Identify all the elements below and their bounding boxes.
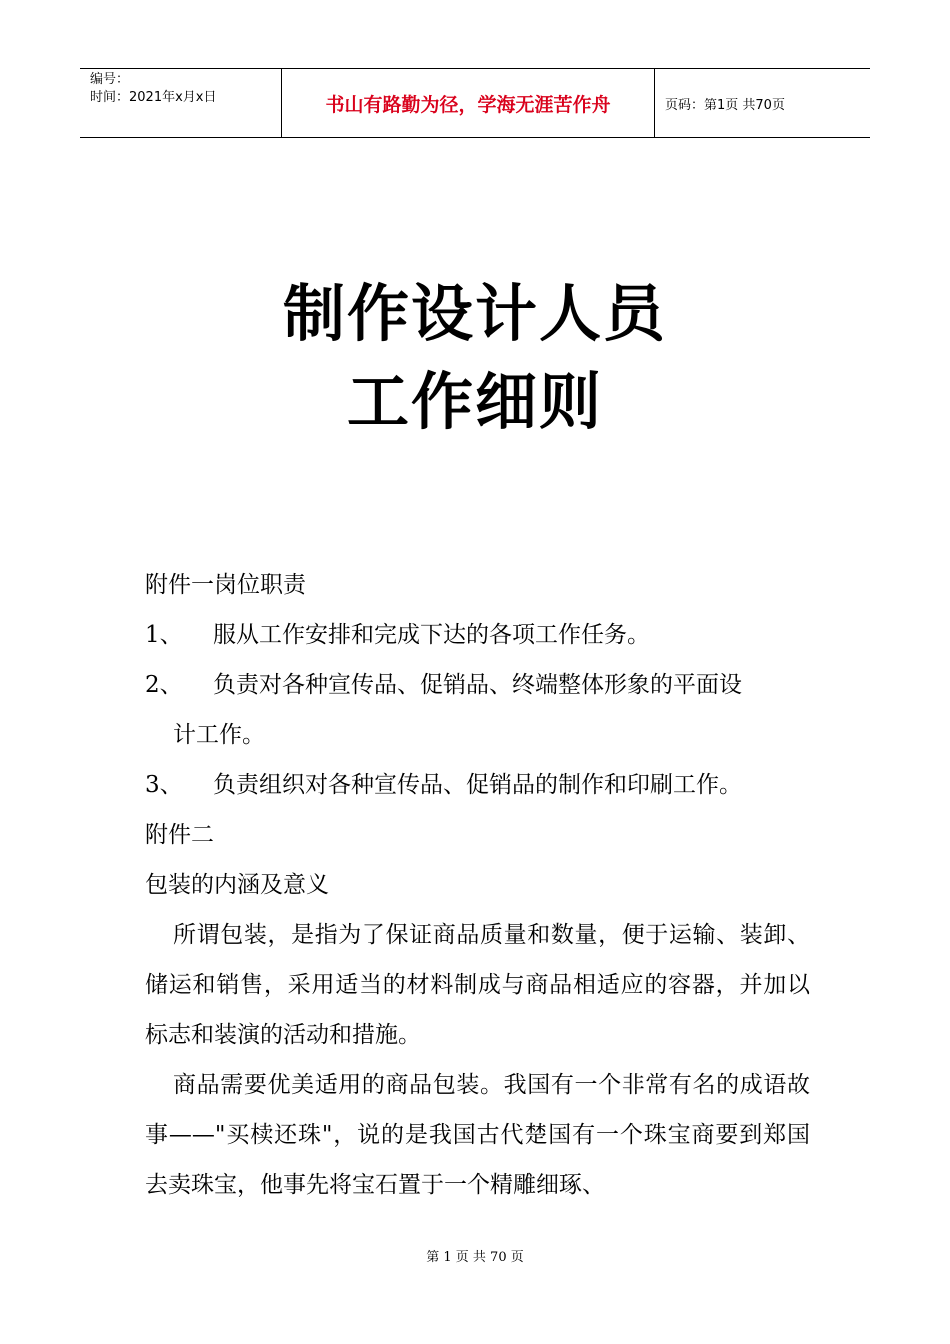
title-line-1: 制作设计人员 [282,277,667,350]
duty-item [145,660,810,710]
document-date-label: 时间：2021年x月x日 [90,90,217,105]
section-heading: 包装的内涵及意义 [145,872,329,898]
duty-number: 2、 [145,672,183,698]
document-number-label: 编号： [90,72,130,87]
attachment-2-heading: 附件二 [145,822,214,848]
duty-text-continuation: 计工作。 [173,722,265,748]
document-title [0,270,950,446]
duty-number: 3、 [145,772,183,798]
footer-page-number: 第 1 页 共 70 页 [426,1250,524,1265]
duty-text: 负责组织对各种宣传品、促销品的制作和印刷工作。 [213,772,742,798]
page-header [80,68,870,138]
duty-text: 服从工作安排和完成下达的各项工作任务。 [213,622,650,648]
page-footer [0,1246,950,1265]
attachment-1-heading: 附件一岗位职责 [145,572,306,598]
header-page-cell [655,69,870,137]
duty-item [145,610,810,660]
header-motto: 书山有路勤为径，学海无涯苦作舟 [325,93,611,116]
header-info-cell [80,69,282,137]
title-line-2: 工作细则 [346,365,603,438]
body-paragraph: 所谓包装，是指为了保证商品质量和数量，便于运输、装卸、储运和销售，采用适当的材料制成与商品相适应的容器，并加以标志和装演的活动和措施。 [145,922,810,1048]
document-body [145,560,810,1210]
duty-text: 负责对各种宣传品、促销品、终端整体形象的平面设 [213,672,742,698]
body-paragraph: 商品需要优美适用的商品包装。我国有一个非常有名的成语故事——"买椟还珠"，说的是我国古代楚国有一个珠宝商要到郑国去卖珠宝，他事先将宝石置于一个精雕细琢、 [145,1072,810,1198]
header-motto-cell [282,69,655,137]
duty-item [145,760,810,810]
header-page-number: 页码：第1页 共70页 [665,97,785,113]
duty-number: 1、 [145,622,183,648]
